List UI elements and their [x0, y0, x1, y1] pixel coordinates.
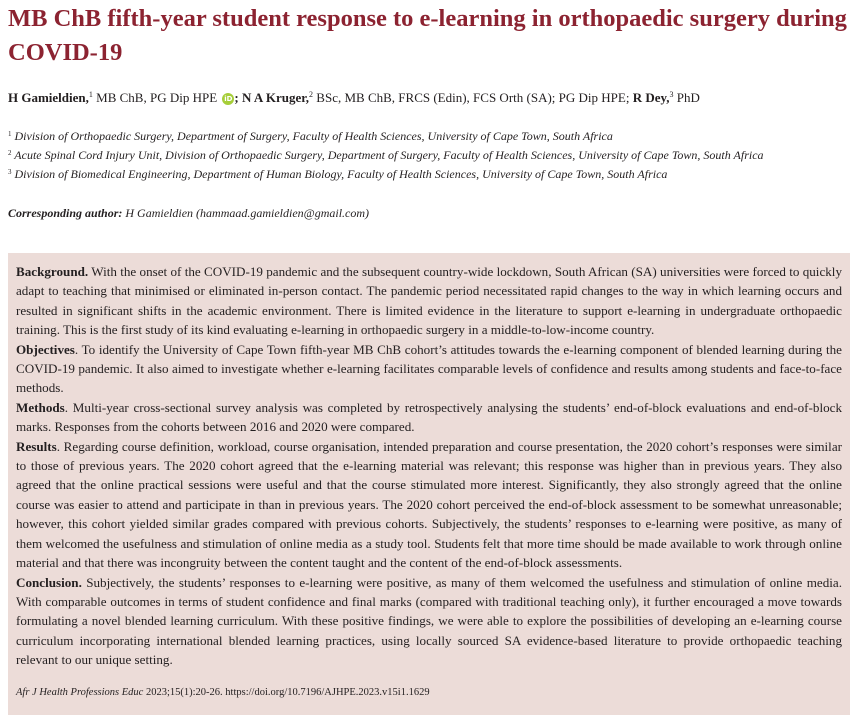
affiliation-number: 1 — [8, 130, 12, 138]
author-name: N A Kruger, — [241, 90, 310, 105]
author-name: H Gamieldien, — [8, 90, 89, 105]
section-text: . Multi-year cross-sectional survey analysis was completed by retrospectively analysing the students’ end-of-block evaluations and end-of-block marks. Responses from the cohorts between 2016 and 2020 were compared. — [16, 399, 842, 435]
affiliation-3 — [8, 166, 853, 182]
abstract-objectives — [16, 340, 842, 398]
author-line — [8, 89, 853, 106]
article-title: MB ChB fifth-year student response to e-learning in orthopaedic surgery during COVID-19 — [8, 5, 847, 66]
section-text: Subjectively, the students’ responses to e-learning were positive, as many of them welcomed the usefulness and stimulation of online media. With comparable outcomes in terms of student confidence and final marks (compared with traditional teaching only), it further encouraged a move towards formulating a novel blended learning curriculum. With these positive findings, we were able to explore the possibilities of developing an e-learning course curriculum incorporating international blended learning practices, using locally sourced SA evidence-based literature to provide orthopaedic teaching relevant to our unique setting. — [16, 574, 842, 668]
abstract-conclusion — [16, 573, 842, 670]
orcid-icon[interactable]: iD — [224, 95, 233, 103]
section-label: Conclusion. — [16, 574, 82, 590]
affiliation-number: 2 — [8, 149, 12, 157]
author-degrees: PhD — [673, 90, 700, 105]
journal-name: Afr J Health Professions Educ — [16, 687, 144, 698]
author-separator: ; — [234, 90, 242, 105]
section-label: Methods — [16, 399, 65, 415]
affiliation-marker: 3 — [669, 90, 674, 99]
author-degrees: MB ChB, PG Dip HPE — [92, 90, 221, 105]
citation — [16, 686, 430, 700]
abstract-background — [16, 262, 842, 340]
corresponding-author — [8, 205, 369, 221]
section-text: . To identify the University of Cape Town fifth-year MB ChB cohort’s attitudes towards the e-learning component of blended learning during the COVID-19 pandemic. It also aimed to investigate whether e-learning facilitates comparable levels of confidence and results among students and face-to-face methods. — [16, 341, 842, 396]
corresponding-text: H Gamieldien (hammaad.gamieldien@gmail.com) — [122, 206, 370, 220]
author-degrees: BSc, MB ChB, FRCS (Edin), FCS Orth (SA); PG Dip HPE; — [313, 90, 633, 105]
affiliation-2 — [8, 147, 853, 163]
affiliation-text: Division of Orthopaedic Surgery, Department of Surgery, Faculty of Health Sciences, University of Cape Town, South Africa — [11, 129, 613, 143]
section-label: Results — [16, 438, 57, 454]
corresponding-label: Corresponding author: — [8, 206, 123, 220]
section-text: With the onset of the COVID-19 pandemic and the subsequent country-wide lockdown, South African (SA) universities were forced to quickly adapt to teaching that minimised or eliminated in-person contact. The pandemic period necessitated rapid changes to the way in which learning occurs and resulted in significant shifts in the academic environment. There is limited evidence in the literature to support e-learning in undergraduate orthopaedic training. This is the first study of its kind evaluating e-learning in orthopaedic surgery in a middle-to-low-income country. — [16, 264, 842, 338]
abstract-methods — [16, 398, 842, 437]
abstract-box — [8, 253, 850, 715]
section-label: Background. — [16, 264, 89, 279]
section-label: Objectives — [16, 341, 75, 357]
affiliation-text: Division of Biomedical Engineering, Department of Human Biology, Faculty of Health Sciences, University of Cape Town, South Africa — [11, 167, 668, 181]
affiliation-1 — [8, 128, 853, 144]
section-text: . Regarding course definition, workload, course organisation, intended preparation and course presentation, the 2020 cohort’s responses were similar to those of previous years. The 2020 cohort agreed that the e-learning material was relevant; this response was higher than in previous years. They also agreed that the online practical sessions were useful and that the course stimulated more interest. Significantly, they also strongly agreed that the online course was easier to attend and participate in than in previous years. The 2020 cohort perceived the end-of-block assessment to be somewhat unreasonable; however, this cohort yielded similar grades compared with previous cohorts. Subjectively, the students’ responses to e-learning were positive, as many of them welcomed the usefulness and stimulation of online media as a study tool. Students felt that more time should be made available to work through online material and that there was incongruity between the content taught and the content of the end-of-block assessments. — [16, 438, 842, 571]
affiliation-marker: 2 — [309, 90, 314, 99]
abstract-results — [16, 437, 842, 573]
affiliation-number: 3 — [8, 168, 12, 176]
author-name: R Dey, — [632, 90, 670, 105]
citation-details: 2023;15(1):20-26. https://doi.org/10.7196/AJHPE.2023.v15i1.1629 — [143, 687, 430, 698]
affiliation-text: Acute Spinal Cord Injury Unit, Division of Orthopaedic Surgery, Department of Surgery, Faculty of Health Sciences, University of Cape Town, South Africa — [11, 148, 764, 162]
affiliation-marker: 1 — [88, 90, 93, 99]
